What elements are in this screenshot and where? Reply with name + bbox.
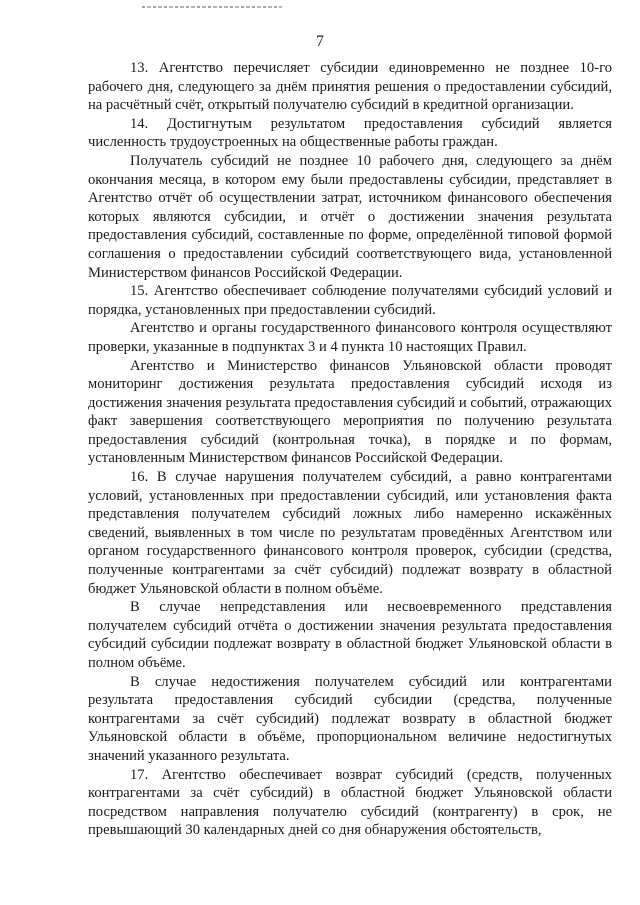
paragraph-report: Получатель субсидий не позднее 10 рабочего дня, следующего за днём окончания месяца, в котором ему были предоставлены субсидии, представляет в Агентство отчёт об осуществлении затрат, источником финансового обеспечения которых являются субсидии, и отчёт о достижении значения результата предоставления субсидий, составленные по форме, определённой типовой формой соглашения о предоставлении субсидий соответствующего вида, установленной Министерством финансов Российской Федерации.	[88, 152, 612, 281]
paragraph-monitoring: Агентство и Министерство финансов Ульяновской области проводят мониторинг достижения результата предоставления субсидий исходя из достижения значения результата предоставления субсидий и событий, отражающих факт завершения соответствующего мероприятия по получению результата предоставления субсидий (контрольная точка), в порядке и по формам, установленным Министерством финансов Российской Федерации.	[88, 357, 612, 467]
paragraph-13: 13. Агентство перечисляет субсидии единовременно не позднее 10-го рабочего дня, следующего за днём принятия решения о предоставлении субсидий, на расчётный счёт, открытый получателю субсидий в кредитной организации.	[88, 60, 612, 114]
paragraph-inspections: Агентство и органы государственного финансового контроля осуществляют проверки, указанные в подпунктах 3 и 4 пункта 10 настоящих Правил.	[88, 320, 612, 355]
paragraph-14: 14. Достигнутым результатом предоставления субсидий является численность трудоустроенных на общественные работы граждан.	[88, 115, 612, 151]
page-number: 7	[316, 33, 324, 50]
paragraph-nonachievement: В случае недостижения получателем субсидий или контрагентами результата предоставления субсидий субсидии (средства, полученные контрагентами за счёт субсидий) подлежат возврату в областной бюджет Ульяновской области в объёме, пропорциональном величине недостигнутых значений указанного результата.	[88, 673, 612, 764]
paragraph-17: 17. Агентство обеспечивает возврат субсидий (средств, полученных контрагентами за счёт субсидий) в областной бюджет Ульяновской области посредством направления получателю субсидий (контрагенту) в срок, не превышающий 30 календарных дней со дня обнаружения обстоятельств,	[88, 766, 612, 839]
paragraph-nonsubmission: В случае непредставления или несвоевременного представления получателем субсидий отчёта о достижении значения результата предоставления субсидий субсидии подлежат возврату в областной бюджет Ульяновской области в полном объёме.	[88, 599, 612, 671]
scan-artifact	[142, 6, 282, 8]
paragraph-16: 16. В случае нарушения получателем субсидий, а равно контрагентами условий, установленных при предоставлении субсидий, или установления факта представления получателем субсидий ложных либо намеренно искажённых сведений, выявленных в том числе по результатам проведённых Агентством или органом государственного финансового контроля проверок, субсидии (средства, полученные контрагентами за счёт субсидий) подлежат возврату в областной бюджет Ульяновской области в полном объёме.	[88, 469, 612, 597]
document-body	[88, 59, 612, 840]
paragraph-15: 15. Агентство обеспечивает соблюдение получателями субсидий условий и порядка, установленных при предоставлении субсидий.	[88, 283, 612, 318]
